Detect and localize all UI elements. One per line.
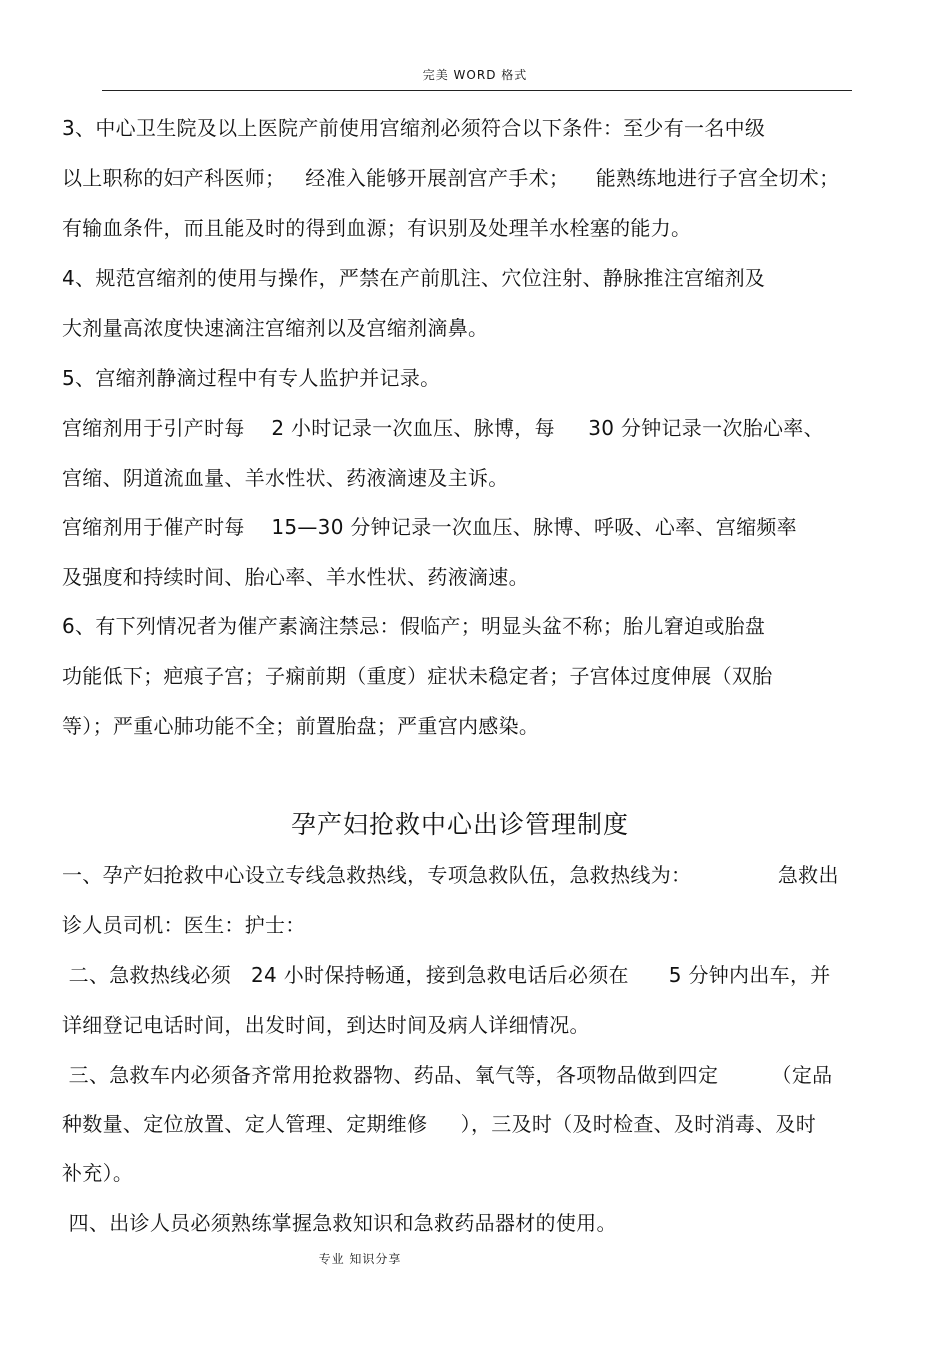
paragraph-line: 以上职称的妇产科医师； 经准入能够开展剖宫产手术； 能熟练地进行子宫全切术；	[62, 166, 840, 190]
section-title: 孕产妇抢救中心出诊管理制度	[290, 810, 629, 839]
paragraph-line: 一、孕产妇抢救中心设立专线急救热线，专项急救队伍，急救热线为： 急救出	[62, 863, 839, 887]
paragraph-line: 5、宫缩剂静滴过程中有专人监护并记录。	[62, 366, 441, 390]
paragraph-line: 等）；严重心肺功能不全；前置胎盘；严重宫内感染。	[62, 714, 540, 738]
paragraph-line: 种数量、定位放置、定人管理、定期维修 ），三及时（及时检查、及时消毒、及时	[62, 1112, 817, 1136]
paragraph-line: 补充）。	[62, 1161, 134, 1185]
header-divider	[102, 90, 852, 91]
page-footer: 专业 知识分享	[318, 1252, 402, 1266]
paragraph-line: 功能低下；疤痕子宫；子痫前期（重度）症状未稳定者；子宫体过度伸展（双胎	[62, 664, 773, 688]
paragraph-line: 4、规范宫缩剂的使用与操作，严禁在产前肌注、穴位注射、静脉推注宫缩剂及	[62, 266, 766, 290]
paragraph-line: 宫缩剂用于催产时每 15—30 分钟记录一次血压、脉博、呼吸、心率、宫缩频率	[62, 515, 797, 539]
paragraph-line: 四、出诊人员必须熟练掌握急救知识和急救药品器材的使用。	[62, 1211, 617, 1235]
paragraph-line: 大剂量高浓度快速滴注宫缩剂以及宫缩剂滴鼻。	[62, 316, 489, 340]
paragraph-line: 诊人员司机：医生：护士：	[62, 913, 306, 937]
paragraph-line: 6、有下列情况者为催产素滴注禁忌：假临产；明显头盆不称；胎儿窘迫或胎盘	[62, 614, 766, 638]
paragraph-line: 详细登记电话时间，出发时间，到达时间及病人详细情况。	[62, 1013, 590, 1037]
paragraph-line: 3、中心卫生院及以上医院产前使用宫缩剂必须符合以下条件：至少有一名中级	[62, 116, 766, 140]
paragraph-line: 宫缩、阴道流血量、羊水性状、药液滴速及主诉。	[62, 466, 509, 490]
paragraph-line: 三、急救车内必须备齐常用抢救器物、药品、氧气等，各项物品做到四定 （定品	[62, 1063, 833, 1087]
page-header: 完美 WORD 格式	[422, 68, 528, 82]
paragraph-line: 宫缩剂用于引产时每 2 小时记录一次血压、脉博，每 30 分钟记录一次胎心率、	[62, 416, 824, 440]
paragraph-line: 二、急救热线必须 24 小时保持畅通，接到急救电话后必须在 5 分钟内出车，并	[62, 963, 831, 987]
paragraph-line: 有输血条件，而且能及时的得到血源；有识别及处理羊水栓塞的能力。	[62, 216, 692, 240]
paragraph-line: 及强度和持续时间、胎心率、羊水性状、药液滴速。	[62, 565, 529, 589]
